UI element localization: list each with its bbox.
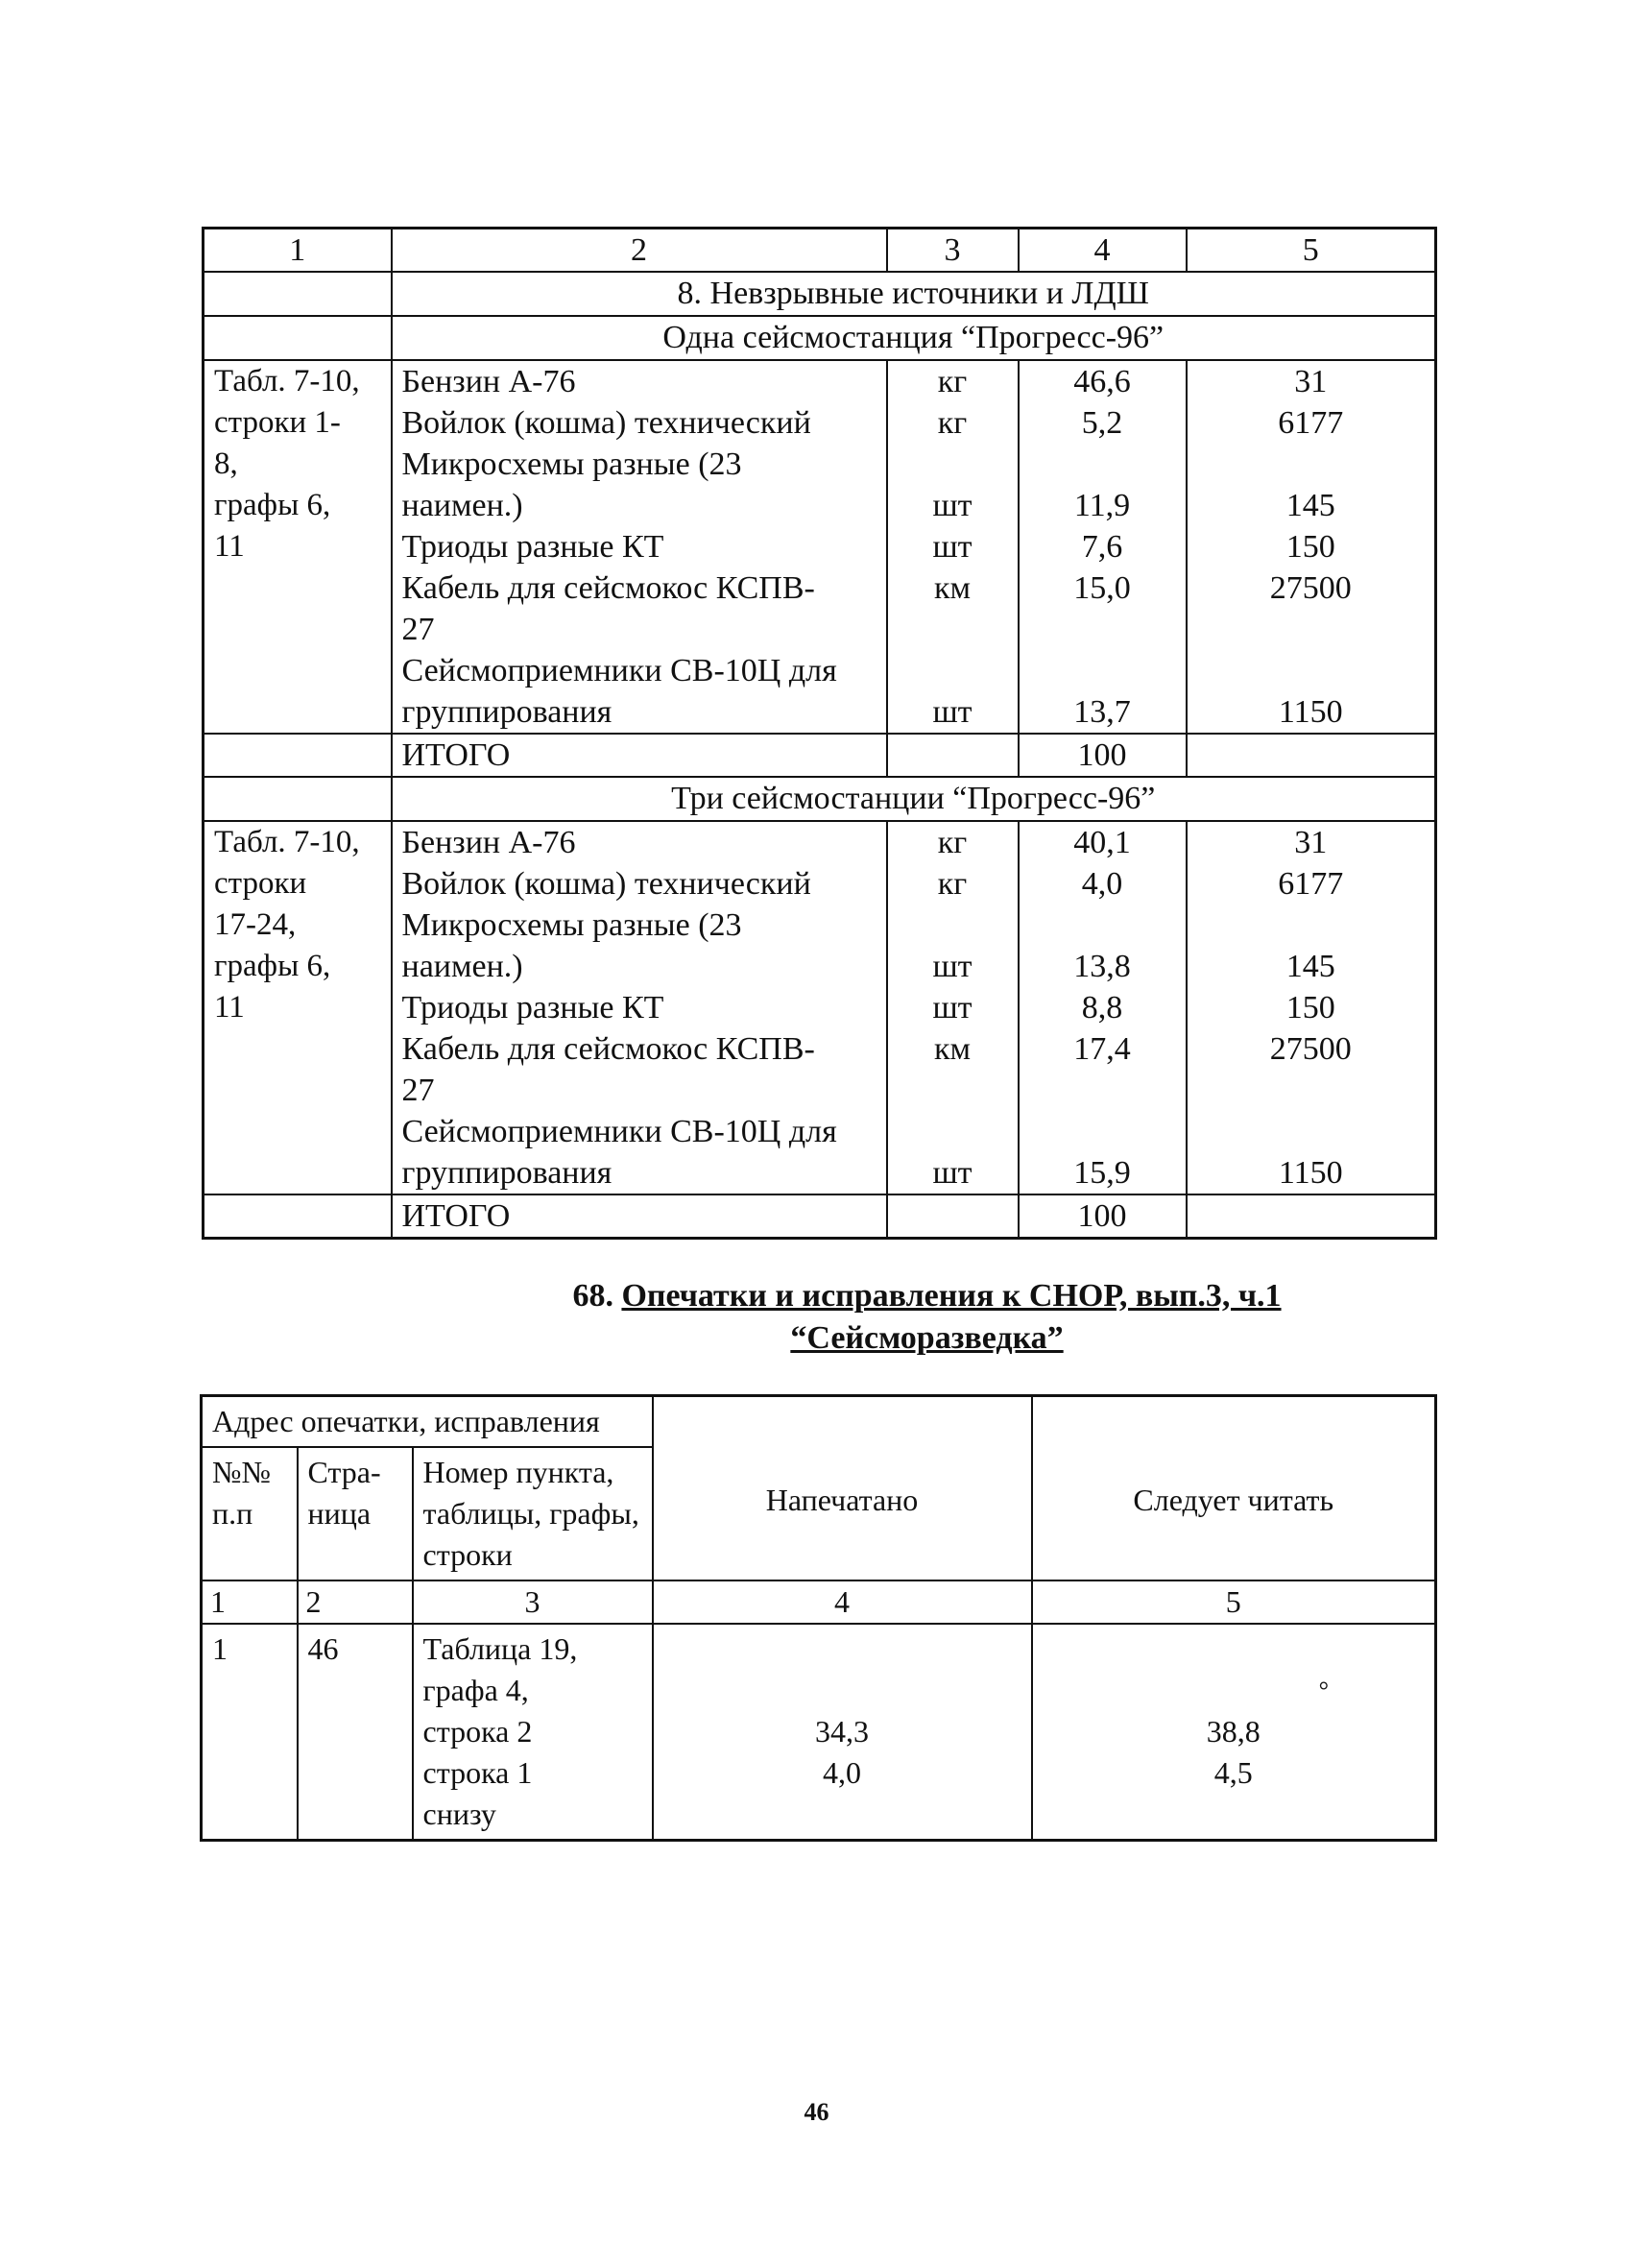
reference-line: строки 1- [214, 405, 341, 440]
name-line: наимен.) [401, 949, 523, 984]
unit-cell [887, 821, 1019, 1194]
value-line: 13,7 [1073, 694, 1131, 730]
name-line: Войлок (кошма) технический [401, 866, 811, 902]
header-col-2: 2 [392, 229, 887, 273]
group-subtitle: Одна сейсмостанция “Прогресс-96” [392, 316, 1436, 360]
reference-line: строки [214, 866, 307, 901]
unit-line: шт [932, 488, 973, 523]
reference-cell [204, 360, 392, 734]
name-line: Бензин А-76 [401, 364, 576, 399]
reference-line: 11 [214, 990, 245, 1025]
value-line: 13,8 [1073, 949, 1131, 984]
code-line [1197, 444, 1426, 485]
address-header: Адрес опечатки, исправления [202, 1396, 653, 1448]
column-number: 3 [413, 1580, 653, 1624]
value-line: 46,6 [1073, 364, 1131, 399]
name-line: 27 [401, 1073, 435, 1108]
unit-line [898, 1070, 1008, 1111]
reference-line: 17-24, [214, 907, 297, 942]
header-col-4: 4 [1019, 229, 1187, 273]
read-header: Следует читать [1032, 1396, 1436, 1581]
unit-line [898, 444, 1008, 485]
unit-line: км [933, 570, 972, 606]
code-line: 27500 [1269, 1031, 1352, 1067]
unit-line: шт [932, 990, 973, 1025]
code-line: 145 [1285, 488, 1335, 523]
unit-line: шт [932, 949, 973, 984]
total-label: ИТОГО [392, 1194, 887, 1239]
unit-line [898, 905, 1008, 946]
name-cell [392, 821, 887, 1194]
empty-cell [887, 1194, 1019, 1239]
value-line [1029, 609, 1176, 650]
printed-line [663, 1794, 1021, 1835]
unit-line [898, 650, 1008, 691]
total-row [204, 734, 1436, 777]
value-cell [1019, 360, 1187, 734]
group-subtitle: Три сейсмостанции “Прогресс-96” [392, 777, 1436, 821]
column-number-row [202, 1580, 1436, 1624]
code-line: 1150 [1278, 1155, 1343, 1191]
unit-line: кг [937, 866, 968, 902]
group-subtitle-row [204, 316, 1436, 360]
code-line: 1150 [1278, 694, 1343, 730]
errata-row [202, 1624, 1436, 1841]
printed-line [663, 1670, 1021, 1711]
item-line: снизу [422, 1797, 496, 1831]
read-line: 38,8 [1206, 1714, 1261, 1749]
section-title-row [204, 272, 1436, 316]
code-line: 31 [1294, 825, 1328, 860]
value-line: 8,8 [1081, 990, 1123, 1025]
reference-line: 8, [214, 446, 238, 481]
value-line: 15,9 [1073, 1155, 1131, 1191]
name-line: Микросхемы разные (23 [401, 446, 742, 482]
column-number: 2 [298, 1580, 413, 1624]
value-line [1029, 444, 1176, 485]
page-header: Стра-ница [298, 1447, 413, 1580]
group-body-row [204, 360, 1436, 734]
item-header: Номер пункта, таблицы, графы, строки [413, 1447, 653, 1580]
code-cell [1187, 821, 1436, 1194]
reference-cell [204, 821, 392, 1194]
code-line [1197, 905, 1426, 946]
unit-line [898, 609, 1008, 650]
value-line [1029, 1111, 1176, 1152]
item-line: строка 2 [422, 1714, 533, 1749]
name-line: наимен.) [401, 488, 523, 523]
value-line: 7,6 [1081, 529, 1123, 565]
name-line: Бензин А-76 [401, 825, 576, 860]
code-line [1197, 609, 1426, 650]
code-line: 150 [1285, 529, 1335, 565]
value-cell [1019, 821, 1187, 1194]
empty-cell [1187, 734, 1436, 777]
total-label: ИТОГО [392, 734, 887, 777]
code-line: 6177 [1278, 405, 1344, 441]
reference-line: графы 6, [214, 949, 331, 983]
code-line [1197, 1111, 1426, 1152]
name-line: Триоды разные КТ [401, 990, 664, 1025]
empty-cell [204, 1194, 392, 1239]
row-item [413, 1624, 653, 1841]
name-line: Сейсмоприемники СВ-10Ц для [401, 653, 837, 688]
unit-line: кг [937, 405, 968, 441]
row-printed [653, 1624, 1032, 1841]
section-heading [0, 1275, 1633, 1360]
unit-line: шт [932, 694, 973, 730]
unit-line: км [933, 1031, 972, 1067]
value-line [1029, 905, 1176, 946]
value-line [1029, 650, 1176, 691]
table-header-row [204, 229, 1436, 273]
name-line: Сейсмоприемники СВ-10Ц для [401, 1114, 837, 1149]
header-col-5: 5 [1187, 229, 1436, 273]
section-title-line2: “Сейсморазведка” [790, 1320, 1064, 1356]
row-number: 1 [202, 1624, 298, 1841]
errata-header-row [202, 1396, 1436, 1448]
total-row [204, 1194, 1436, 1239]
name-line: Микросхемы разные (23 [401, 907, 742, 943]
printed-line: 4,0 [823, 1755, 861, 1790]
total-value: 100 [1019, 734, 1187, 777]
column-number: 5 [1032, 1580, 1436, 1624]
reference-line: 11 [214, 529, 245, 564]
name-line: Триоды разные КТ [401, 529, 664, 565]
code-line: 27500 [1269, 570, 1352, 606]
value-line [1029, 1070, 1176, 1111]
name-line: группирования [401, 694, 612, 730]
row-read [1032, 1624, 1436, 1841]
row-page: 46 [298, 1624, 413, 1841]
errata-table [200, 1394, 1437, 1842]
name-line: Кабель для сейсмокос КСПВ- [401, 1031, 815, 1067]
materials-table [202, 227, 1437, 1240]
unit-line: шт [932, 529, 973, 565]
column-number: 1 [202, 1580, 298, 1624]
read-line [1043, 1629, 1426, 1670]
value-line: 4,0 [1081, 866, 1123, 902]
name-line: группирования [401, 1155, 612, 1191]
page-number: 46 [804, 2098, 829, 2126]
printed-line [663, 1629, 1021, 1670]
value-line: 15,0 [1073, 570, 1131, 606]
empty-cell [204, 777, 392, 821]
code-line: 145 [1285, 949, 1335, 984]
item-line: графа 4, [422, 1673, 529, 1707]
value-line: 5,2 [1081, 405, 1123, 441]
unit-line: шт [932, 1155, 973, 1191]
item-line: Таблица 19, [422, 1631, 578, 1666]
column-number: 4 [653, 1580, 1032, 1624]
name-line: Кабель для сейсмокос КСПВ- [401, 570, 815, 606]
header-col-3: 3 [887, 229, 1019, 273]
unit-line: кг [937, 364, 968, 399]
reference-line: Табл. 7-10, [214, 364, 360, 398]
reference-line: Табл. 7-10, [214, 825, 360, 859]
code-line: 150 [1285, 990, 1335, 1025]
unit-line [898, 1111, 1008, 1152]
section-title: 8. Невзрывные источники и ЛДШ [392, 272, 1436, 316]
name-line: Войлок (кошма) технический [401, 405, 811, 441]
section-title-line1: Опечатки и исправления к СНОР, вып.3, ч.1 [621, 1278, 1282, 1314]
code-line: 6177 [1278, 866, 1344, 902]
degree-mark: ° [1318, 1677, 1329, 1704]
code-line [1197, 1070, 1426, 1111]
empty-cell [887, 734, 1019, 777]
value-line: 17,4 [1073, 1031, 1131, 1067]
section-number: 68. [572, 1278, 613, 1314]
value-line: 40,1 [1073, 825, 1131, 860]
code-line: 31 [1294, 364, 1328, 399]
value-line: 11,9 [1073, 488, 1131, 523]
group-body-row [204, 821, 1436, 1194]
empty-cell [1187, 1194, 1436, 1239]
read-line [1043, 1794, 1426, 1835]
read-line: 4,5 [1213, 1755, 1253, 1790]
code-line [1197, 650, 1426, 691]
name-cell [392, 360, 887, 734]
total-value: 100 [1019, 1194, 1187, 1239]
header-col-1: 1 [204, 229, 392, 273]
item-line: строка 1 [422, 1755, 533, 1790]
empty-cell [204, 316, 392, 360]
reference-line: графы 6, [214, 488, 331, 522]
printed-header: Напечатано [653, 1396, 1032, 1581]
empty-cell [204, 272, 392, 316]
unit-cell [887, 360, 1019, 734]
printed-line: 34,3 [815, 1714, 869, 1749]
unit-line: кг [937, 825, 968, 860]
name-line: 27 [401, 612, 435, 647]
code-cell [1187, 360, 1436, 734]
group-subtitle-row [204, 777, 1436, 821]
number-header: №№ п.п [202, 1447, 298, 1580]
empty-cell [204, 734, 392, 777]
